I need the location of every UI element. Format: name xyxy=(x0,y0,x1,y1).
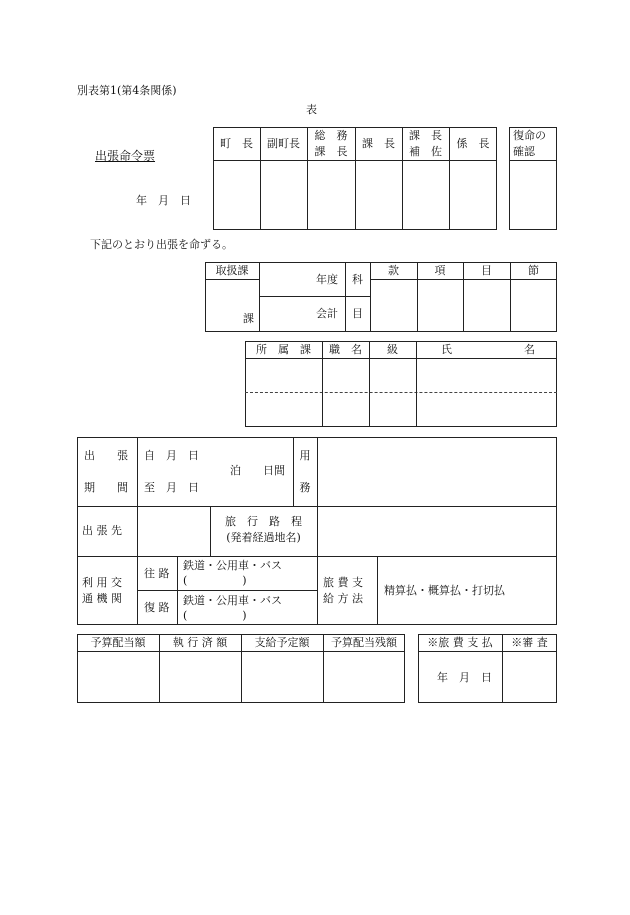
report-confirm-box xyxy=(509,127,557,230)
return-means-other: ( ) xyxy=(183,609,247,622)
item-kou-label: 項 xyxy=(434,264,446,277)
allocated-budget-header: 予算配当額 xyxy=(90,636,146,649)
remaining-budget-header: 予算配当残額 xyxy=(331,636,397,649)
instruction-text: 下記のとおり出張を命ずる。 xyxy=(90,238,233,251)
route-sublabel: (発着経過地名) xyxy=(226,531,301,544)
name-header: 氏 xyxy=(441,343,452,356)
destination-label: 出 張 先 xyxy=(82,524,122,537)
trip-period-label: 出 張 xyxy=(84,449,128,462)
approver-general-affairs: 総 務 xyxy=(314,129,348,142)
side-label: 表 xyxy=(306,103,317,116)
grade-header: 級 xyxy=(387,343,398,356)
purpose-label-2: 務 xyxy=(299,481,311,494)
trip-nights-days: 泊 日間 xyxy=(230,464,285,477)
planned-payment-header: 支給予定額 xyxy=(254,636,310,649)
approver-assistant-chief: 課 長 xyxy=(409,129,442,142)
department-header: 所 属 課 xyxy=(256,343,311,356)
trip-from-date: 自 月 日 xyxy=(144,449,199,462)
payment-date-label: 年 月 日 xyxy=(437,671,492,684)
item-kan-label: 款 xyxy=(388,264,399,277)
form-reference: 別表第1(第4条関係) xyxy=(77,84,177,97)
payment-options: 精算払・概算払・打切払 xyxy=(384,584,505,597)
subject-label-2: 目 xyxy=(352,307,363,320)
transport-label: 利 用 交 xyxy=(82,576,122,589)
audit-header: ※審 査 xyxy=(511,636,548,649)
fiscal-year-label: 年度 xyxy=(316,273,338,286)
payment-method-label: 旅 費 支 xyxy=(323,576,363,589)
document-title: 出張命令票 xyxy=(95,149,156,163)
approver-deputy-mayor: 副町長 xyxy=(267,137,300,150)
approver-general-affairs-chief: 課 長 xyxy=(314,145,348,158)
item-moku-label: 目 xyxy=(481,264,492,277)
outbound-means-other: ( ) xyxy=(183,574,247,587)
executed-amount-header: 執 行 済 額 xyxy=(172,636,228,649)
position-header: 職 名 xyxy=(329,343,362,356)
payment-method-label-2: 給 方 法 xyxy=(323,592,363,605)
transport-label-2: 通 機 関 xyxy=(82,592,122,605)
outbound-label: 往 路 xyxy=(144,567,170,580)
account-label: 会計 xyxy=(316,307,338,320)
trip-to-date: 至 月 日 xyxy=(144,481,199,494)
return-means: 鉄道・公用車・バス xyxy=(183,594,282,607)
approver-mayor: 町 長 xyxy=(220,137,253,150)
purpose-label: 用 xyxy=(299,449,311,462)
outbound-means: 鉄道・公用車・バス xyxy=(183,559,282,572)
issue-date-label: 年 月 日 xyxy=(136,194,191,207)
subject-label: 科 xyxy=(352,273,363,286)
item-setsu-label: 節 xyxy=(528,264,539,277)
name-header-2: 名 xyxy=(524,343,535,356)
approver-section-chief: 課 長 xyxy=(362,137,395,150)
route-label: 旅 行 路 程 xyxy=(225,515,302,528)
return-label: 復 路 xyxy=(144,601,170,614)
section-suffix: 課 xyxy=(243,312,254,325)
approver-assistant-chief-2: 補 佐 xyxy=(409,145,442,158)
approver-subsection-chief: 係 長 xyxy=(456,137,490,150)
report-confirm-label-2: 確認 xyxy=(513,145,535,158)
trip-period-label-2: 期 間 xyxy=(84,481,128,494)
report-confirm-label: 復命の xyxy=(513,129,546,142)
handling-section-label: 取扱課 xyxy=(215,264,249,277)
travel-payment-header: ※旅 費 支 払 xyxy=(427,636,493,649)
